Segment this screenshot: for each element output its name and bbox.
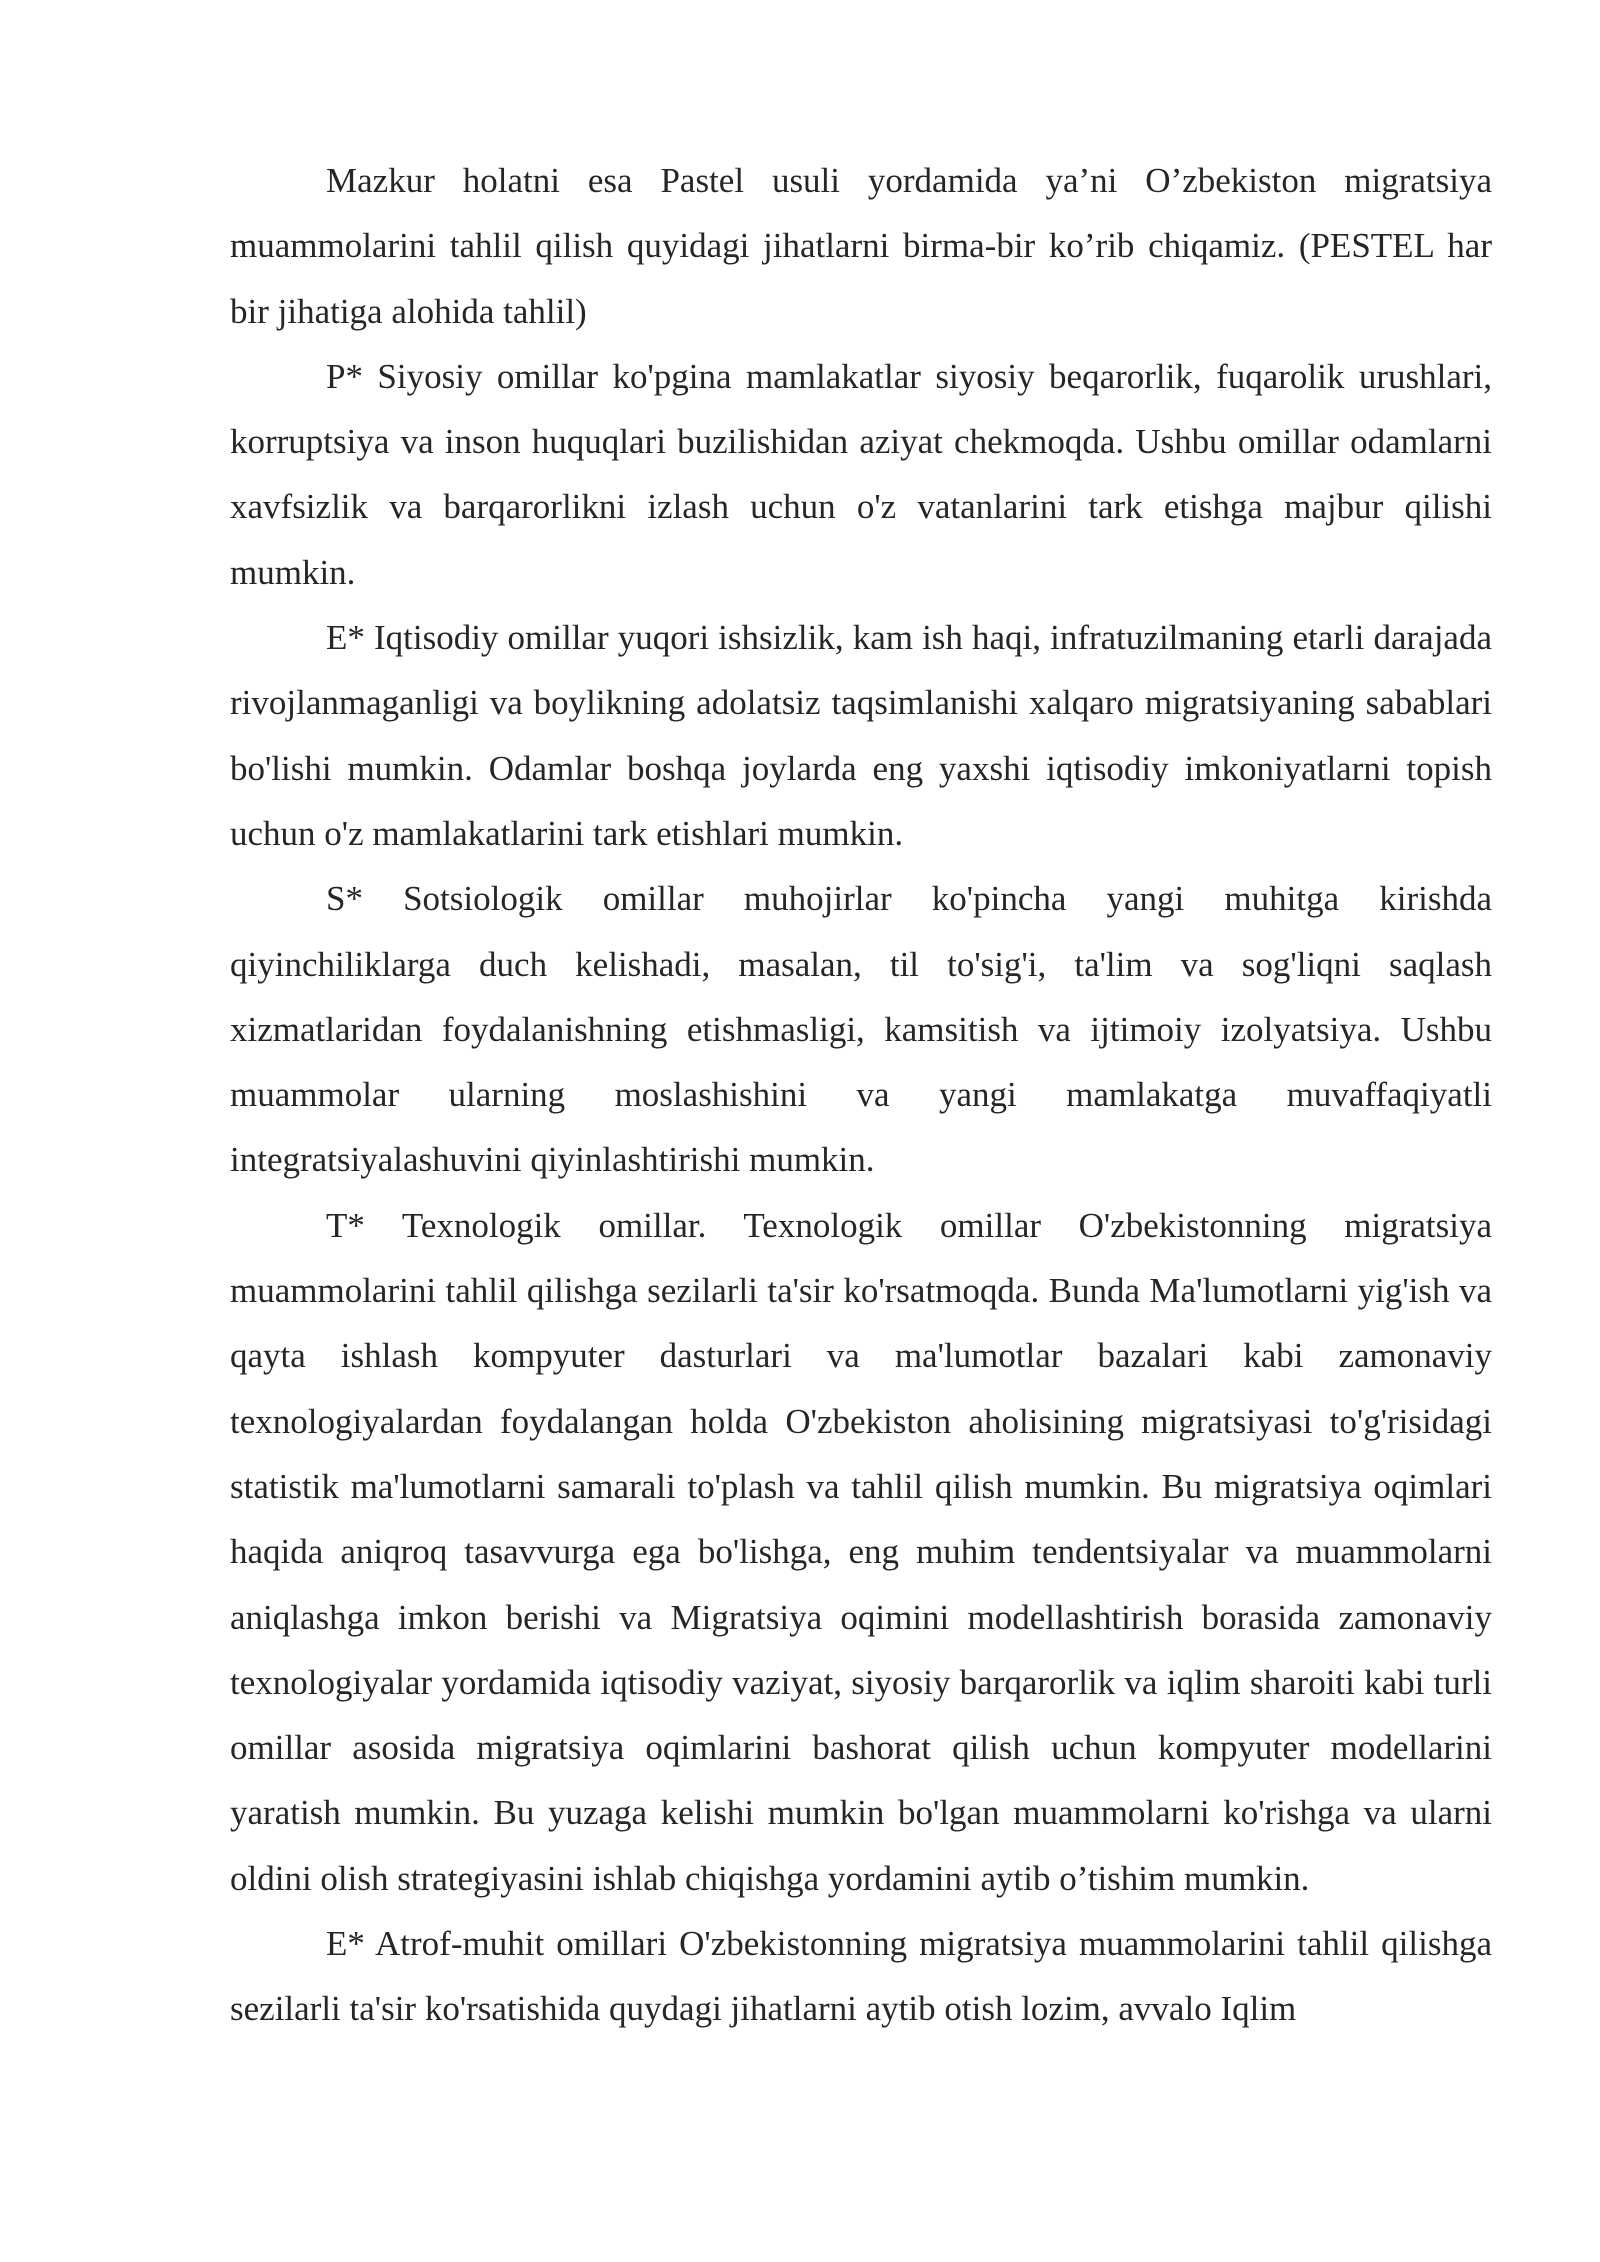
paragraph-political: P* Siyosiy omillar ko'pgina mamlakatlar siyosiy beqarorlik, fuqarolik urushlari, korruptsiya va inson huquqlari buzilishidan aziyat chekmoqda. Ushbu omillar odamlarni xavfsizlik va barqarorlikni izlash uchun o'z vatanlarini tark etishga majbur qilishi mumkin. — [230, 356, 1492, 592]
paragraph-environmental: E* Atrof-muhit omillari O'zbekistonning migratsiya muammolarini tahlil qilishga sezilarli ta'sir ko'rsatishida quydagi jihatlarni aytib otish lozim, avvalo Iqlim — [230, 1924, 1492, 2029]
paragraph-economic: E* Iqtisodiy omillar yuqori ishsizlik, kam ish haqi, infratuzilmaning etarli darajada rivojlanmaganligi va boylikning adolatsiz taqsimlanishi xalqaro migratsiyaning sabablari bo'lishi mumkin. Odamlar boshqa joylarda eng yaxshi iqtisodiy imkoniyatlarni topish uchun o'z mamlakatlarini tark etishlari mumkin. — [230, 618, 1492, 853]
paragraph-technological: T* Texnologik omillar. Texnologik omillar O'zbekistonning migratsiya muammolarini tahlil qilishga sezilarli ta'sir ko'rsatmoqda. Bunda Ma'lumotlarni yig'ish va qayta ishlash kompyuter dasturlari va ma'lumotlar bazalari kabi zamonaviy texnologiyalardan foydalangan holda O'zbekiston aholisining migratsiyasi to'g'risidagi statistik ma'lumotlarni samarali to'plash va tahlil qilish mumkin. Bu migratsiya oqimlari haqida aniqroq tasavvurga ega bo'lishga, eng muhim tendentsiyalar va muammolarni aniqlashga imkon berishi va Migratsiya oqimini modellashtirish borasida zamonaviy texnologiyalar yordamida iqtisodiy vaziyat, siyosiy barqarorlik va iqlim sharoiti kabi turli omillar asosida migratsiya oqimlarini bashorat qilish uchun kompyuter modellarini yaratish mumkin. Bu yuzaga kelishi mumkin bo'lgan muammolarni ko'rishga va ularni oldini olish strategiyasini ishlab chiqishga yordamini aytib o’tishim mumkin. — [230, 1205, 1492, 1898]
paragraph-intro: Mazkur holatni esa Pastel usuli yordamida ya’ni O’zbekiston migratsiya muammolarini tahlil qilish quyidagi jihatlarni birma-bir ko’rib chiqamiz. (PESTEL har bir jihatiga alohida tahlil) — [230, 161, 1492, 331]
paragraph-social: S* Sotsiologik omillar muhojirlar ko'pincha yangi muhitga kirishda qiyinchiliklarga duch kelishadi, masalan, til to'sig'i, ta'lim va sog'liqni saqlash xizmatlaridan foydalanishning etishmasligi, kamsitish va ijtimoiy izolyatsiya. Ushbu muammolar ularning moslashishini va yangi mamlakatga muvaffaqiyatli integratsiyalashuvini qiyinlashtirishi mumkin. — [230, 879, 1492, 1180]
document-body — [230, 148, 1492, 2042]
